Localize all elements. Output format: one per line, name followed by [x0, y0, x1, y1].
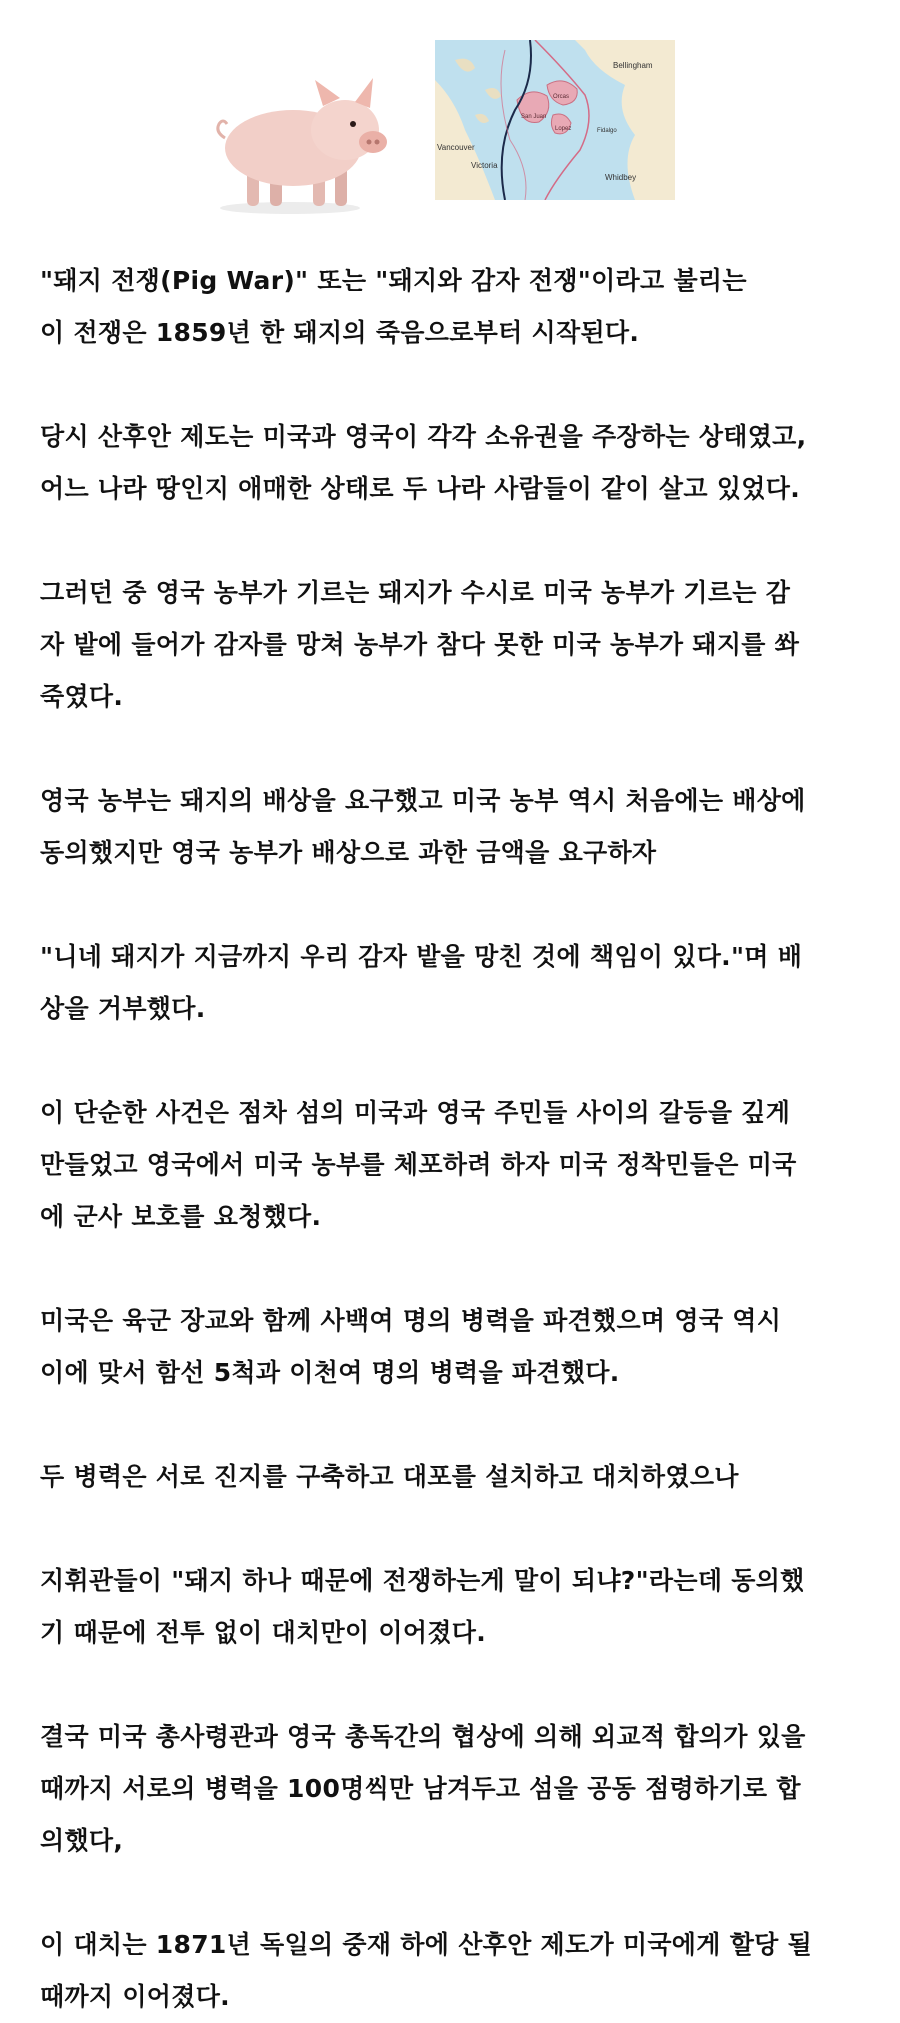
- header-images: [195, 40, 675, 200]
- paragraph-gap: [40, 1659, 880, 1711]
- paragraph: [40, 1711, 880, 1867]
- map-label-vancouver: Vancouver: [437, 143, 475, 152]
- paragraph-line: 두 병력은 서로 진지를 구축하고 대포를 설치하고 대치하였으나: [40, 1462, 739, 1491]
- map-label-san-juan: San Juan: [521, 114, 547, 120]
- paragraph-line: 상을 거부했다.: [40, 994, 206, 1023]
- article-body: [40, 255, 880, 2023]
- paragraph-line: 어느 나라 땅인지 애매한 상태로 두 나라 사람들이 같이 살고 있었다.: [40, 474, 800, 503]
- paragraph-gap: [40, 1867, 880, 1919]
- paragraph-line: 이 전쟁은 1859년 한 돼지의 죽음으로부터 시작된다.: [40, 318, 640, 347]
- paragraph-line: "니네 돼지가 지금까지 우리 감자 밭을 망친 것에 책임이 있다."며 배: [40, 942, 803, 971]
- paragraph: [40, 1555, 880, 1659]
- paragraph-line: 영국 농부는 돼지의 배상을 요구했고 미국 농부 역시 처음에는 배상에: [40, 786, 806, 815]
- paragraph-line: 자 밭에 들어가 감자를 망쳐 농부가 참다 못한 미국 농부가 돼지를 쏴: [40, 630, 800, 659]
- paragraph-line: 이에 맞서 함선 5척과 이천여 명의 병력을 파견했다.: [40, 1358, 620, 1387]
- paragraph: [40, 1919, 880, 2023]
- paragraph: [40, 775, 880, 879]
- paragraph-gap: [40, 515, 880, 567]
- paragraph-line: 때까지 서로의 병력을 100명씩만 남겨두고 섬을 공동 점령하기로 합: [40, 1774, 801, 1803]
- map-label-bellingham: Bellingham: [613, 61, 653, 70]
- paragraph-line: 기 때문에 전투 없이 대치만이 이어졌다.: [40, 1618, 487, 1647]
- paragraph-line: 의했다,: [40, 1826, 124, 1855]
- paragraph: [40, 567, 880, 723]
- map-label-whidbey: Whidbey: [605, 173, 637, 182]
- paragraph-gap: [40, 1035, 880, 1087]
- paragraph-line: 때까지 이어졌다.: [40, 1982, 230, 2011]
- paragraph-line: 죽였다.: [40, 682, 124, 711]
- map-label-victoria: Victoria: [471, 161, 498, 170]
- san-juan-islands-map: [435, 40, 675, 200]
- paragraph-gap: [40, 359, 880, 411]
- paragraph: [40, 1295, 880, 1399]
- paragraph-line: 만들었고 영국에서 미국 농부를 체포하려 하자 미국 정착민들은 미국: [40, 1150, 797, 1179]
- paragraph-line: 동의했지만 영국 농부가 배상으로 과한 금액을 요구하자: [40, 838, 657, 867]
- map-label-fidalgo: Fidalgo: [597, 128, 617, 134]
- paragraph-line: 당시 산후안 제도는 미국과 영국이 각각 소유권을 주장하는 상태였고,: [40, 422, 807, 451]
- map-label-lopez: Lopez: [555, 126, 572, 132]
- paragraph: [40, 931, 880, 1035]
- paragraph-line: 미국은 육군 장교와 함께 사백여 명의 병력을 파견했으며 영국 역시: [40, 1306, 782, 1335]
- paragraph-line: 이 대치는 1871년 독일의 중재 하에 산후안 제도가 미국에게 할당 될: [40, 1930, 813, 1959]
- map-label-orcas: Orcas: [553, 94, 570, 100]
- paragraph-line: 에 군사 보호를 요청했다.: [40, 1202, 322, 1231]
- paragraph-line: 지휘관들이 "돼지 하나 때문에 전쟁하는게 말이 되냐?"라는데 동의했: [40, 1566, 805, 1595]
- paragraph: [40, 1451, 880, 1503]
- paragraph-gap: [40, 1399, 880, 1451]
- pig-photo: [195, 58, 405, 218]
- paragraph: [40, 411, 880, 515]
- paragraph-gap: [40, 879, 880, 931]
- paragraph-gap: [40, 723, 880, 775]
- paragraph: [40, 1087, 880, 1243]
- paragraph-line: 결국 미국 총사령관과 영국 총독간의 협상에 의해 외교적 합의가 있을: [40, 1722, 806, 1751]
- paragraph-gap: [40, 1503, 880, 1555]
- paragraph-line: 이 단순한 사건은 점차 섬의 미국과 영국 주민들 사이의 갈등을 깊게: [40, 1098, 791, 1127]
- paragraph-line: "돼지 전쟁(Pig War)" 또는 "돼지와 감자 전쟁"이라고 불리는: [40, 266, 747, 295]
- paragraph-line: 그러던 중 영국 농부가 기르는 돼지가 수시로 미국 농부가 기르는 감: [40, 578, 791, 607]
- paragraph: [40, 255, 880, 359]
- paragraph-gap: [40, 1243, 880, 1295]
